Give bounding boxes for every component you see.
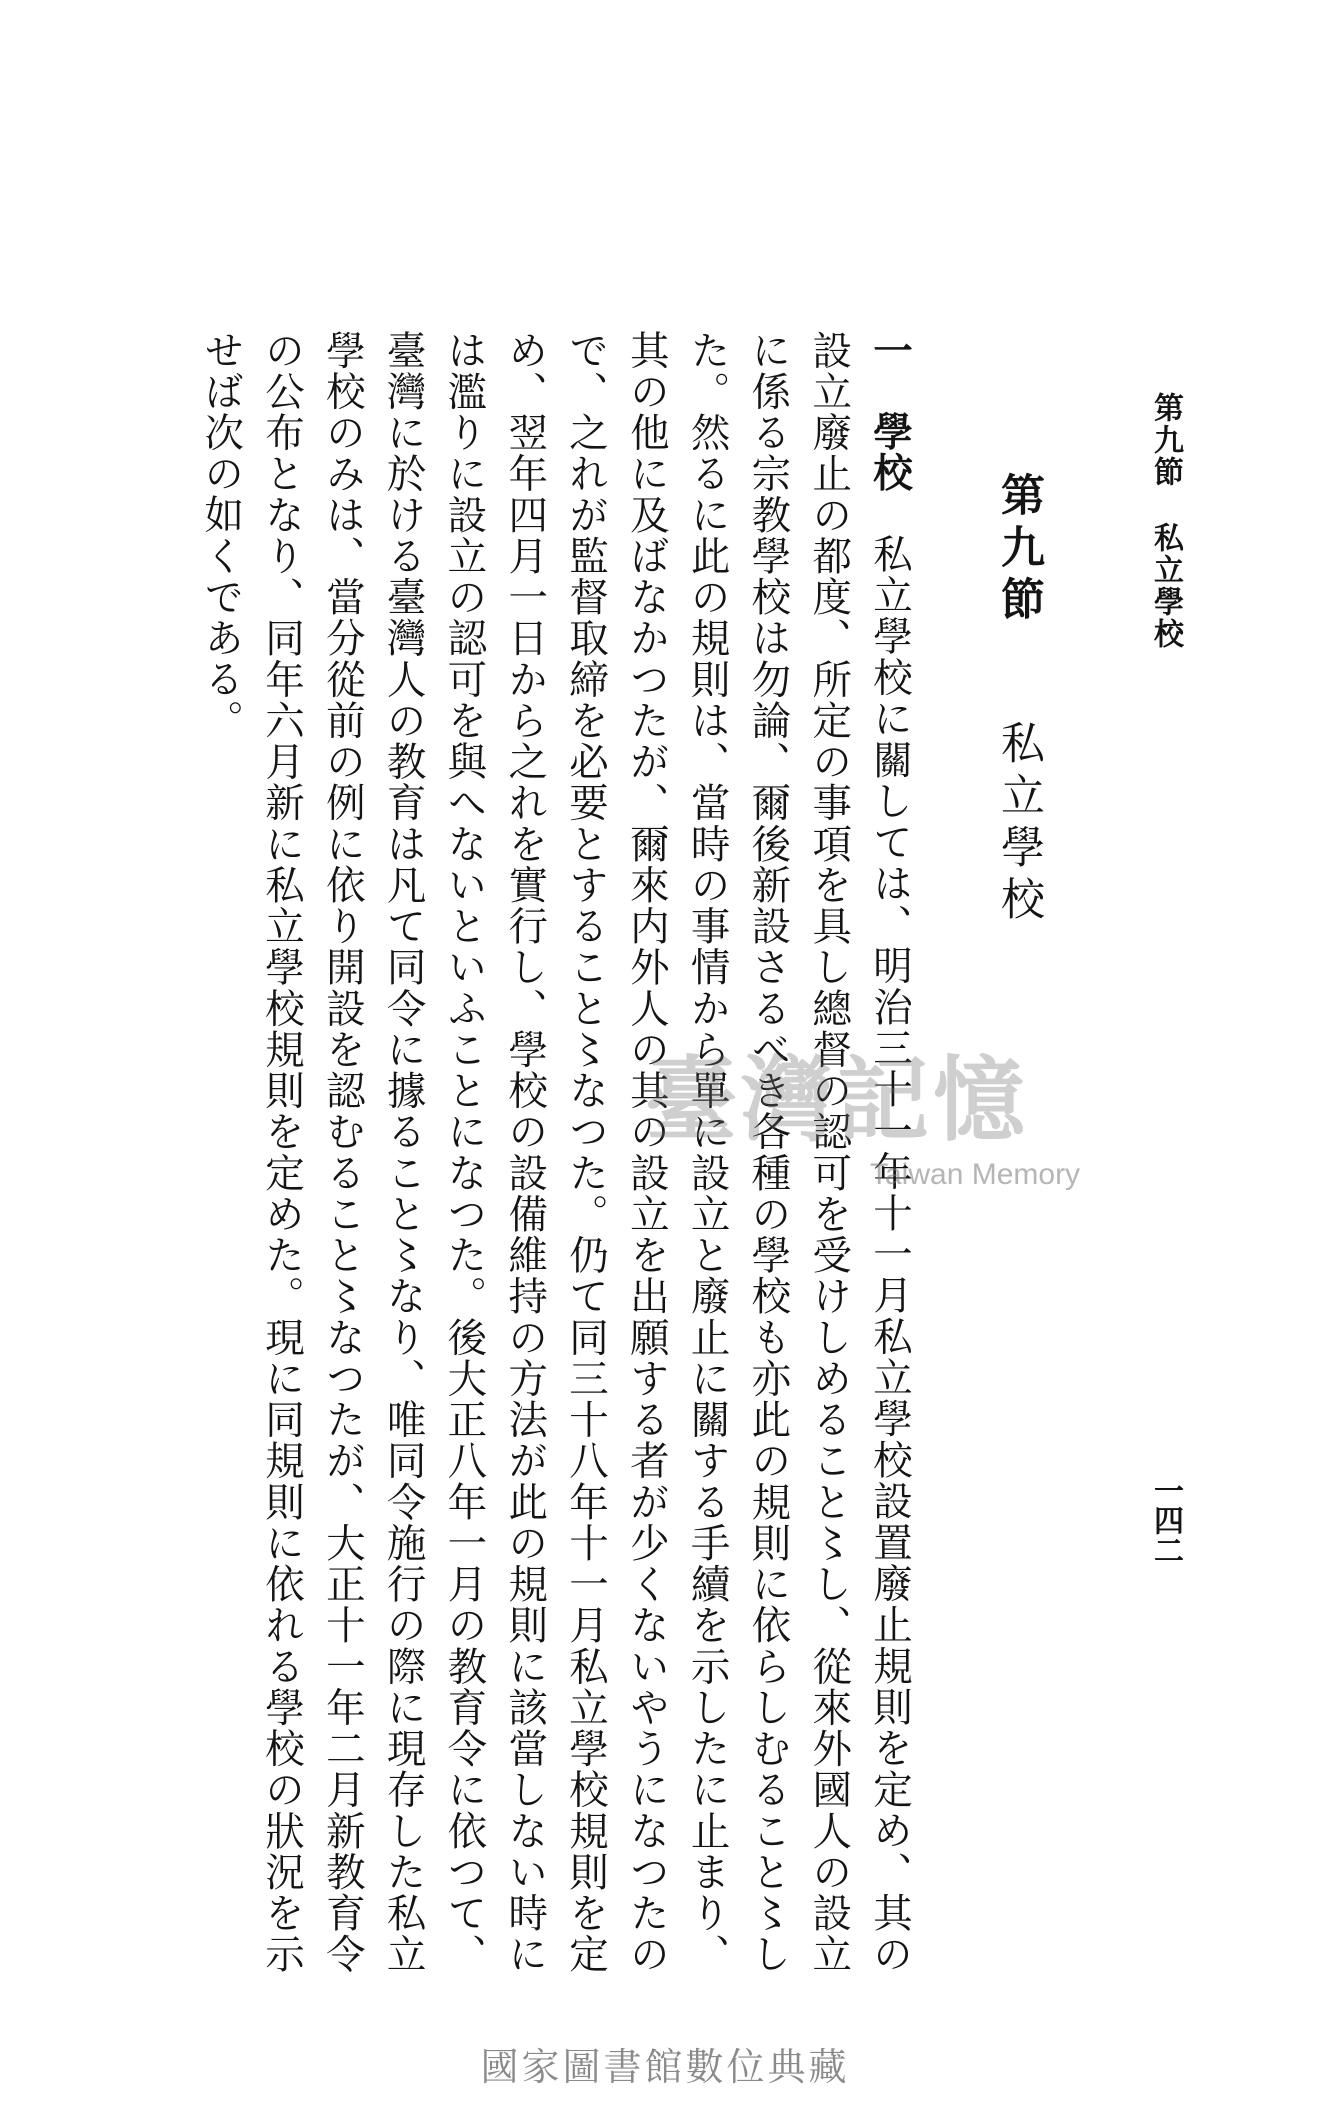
page-number: 一四二 <box>1148 1475 1183 1565</box>
item-heading: 學校 <box>867 411 913 494</box>
watermark-text: 臺灣記憶 <box>645 1046 1030 1154</box>
running-header <box>1148 392 1183 650</box>
section-number: 第九節 <box>993 472 1044 628</box>
section-heading <box>993 472 1044 928</box>
body-paragraph: 私立學校に關しては、明治三十一年十一月私立學校設置廢止規則を定め、其の設立廢止の都度、所定の事項を具し總督の認可を受けしめること〻し、從來外國人の設立に係る宗教學校は勿論、爾後新設さるべき各種の學校も亦此の規則に依らしむること〻した。然るに此の規則は、當時の事情から單に設立と廢止に關する手續を示したに止まり、其の他に及ばなかつたが、爾來内外人の其の設立を出願する者が少くないやうになつたので、之れが監督取締を必要とすること〻なつた。仍て同三十八年十一月私立學校規則を定め、翌年四月一日から之れを實行し、學校の設備維持の方法が此の規則に該當しない時には濫りに設立の認可を與へないといふことになつた。後大正八年一月の教育令に依つて、臺灣に於ける臺灣人の教育は凡て同令に據ること〻なり、唯同令施行の際に現存した私立學校のみは、當分從前の例に依り開設を認むること〻なつたが、大正十一年二月新教育令の公布となり、同年六月新に私立學校規則を定めた。現に同規則に依れる學校の狀況を示せば次の如くである。 <box>198 330 913 1975</box>
footer-credit: 國家圖書館數位典藏 <box>480 2045 850 2089</box>
watermark-subtitle: Taiwan Memory <box>870 1158 1081 1191</box>
running-header-title: 私立學校 <box>1148 522 1183 650</box>
item-number: 一 <box>867 330 913 372</box>
body-text <box>130 330 920 1975</box>
section-title: 私立學校 <box>993 720 1044 928</box>
running-header-section: 第九節 <box>1148 392 1183 488</box>
